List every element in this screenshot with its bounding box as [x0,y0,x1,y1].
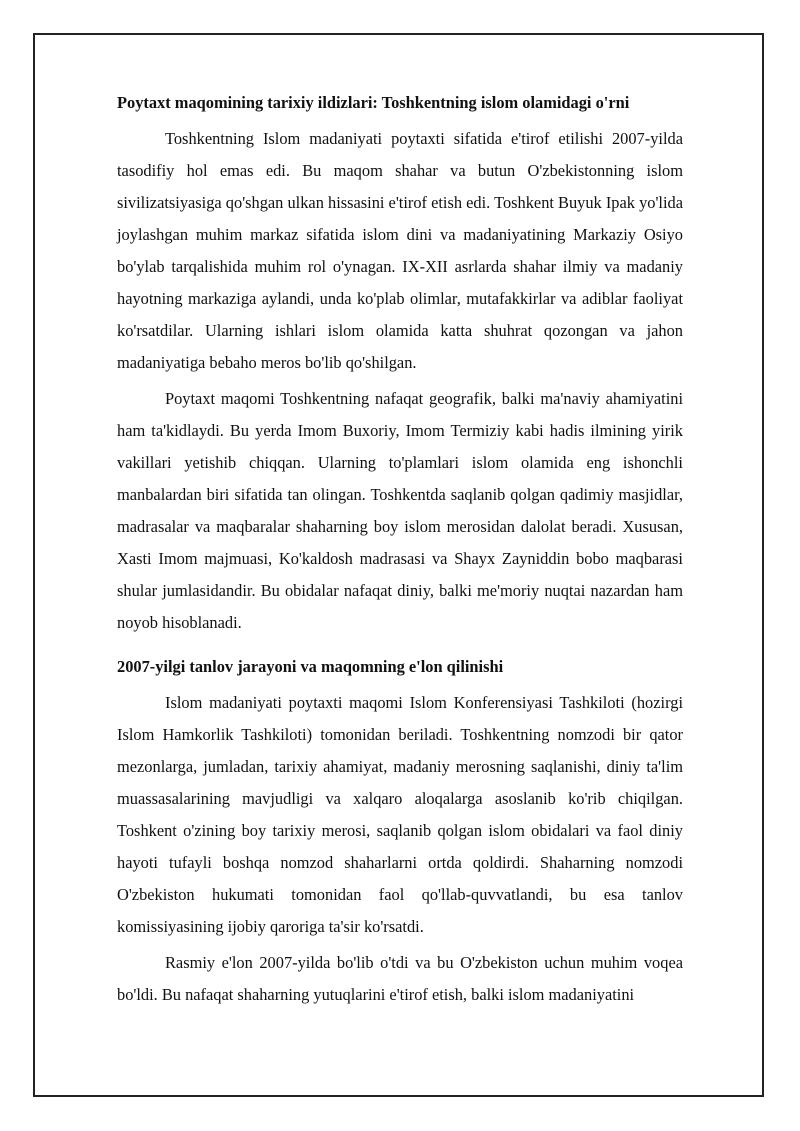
section-heading-1: Poytaxt maqomining tarixiy ildizlari: Toshkentning islom olamidagi o'rni [117,93,630,112]
section-heading-2: 2007-yilgi tanlov jarayoni va maqomning e'lon qilinishi [117,657,504,676]
paragraph-3: Islom madaniyati poytaxti maqomi Islom Konferensiyasi Tashkiloti (hozirgi Islom Hamkorlik Tashkiloti) tomonidan beriladi. Toshkentning nomzodi bir qator mezonlarga, jumladan, tarixiy ahamiyat, madaniy merosning saqlanishi, diniy ta'lim muassasalarining mavjudligi va xalqaro aloqalarga asoslanib ko'rib chiqilgan. Toshkent o'zining boy tarixiy merosi, saqlanib qolgan islom obidalari va faol diniy hayoti tufayli boshqa nomzod shaharlarni ortda qoldirdi. Shaharning nomzodi O'zbekiston hukumati tomonidan faol qo'llab-quvvatlandi, bu esa tanlov komissiyasining ijobiy qaroriga ta'sir ko'rsatdi. [117,693,683,936]
paragraph-4: Rasmiy e'lon 2007-yilda bo'lib o'tdi va bu O'zbekiston uchun muhim voqea bo'ldi. Bu nafaqat shaharning yutuqlarini e'tirof etish, balki islom madaniyatini [117,953,683,1004]
paragraph-1: Toshkentning Islom madaniyati poytaxti sifatida e'tirof etilishi 2007-yilda tasodifiy hol emas edi. Bu maqom shahar va butun O'zbekistonning islom sivilizatsiyasiga qo'shgan ulkan hissasini e'tirof etish edi. Toshkent Buyuk Ipak yo'lida joylashgan muhim markaz sifatida islom dini va madaniyatining Markaziy Osiyo bo'ylab tarqalishida muhim rol o'ynagan. IX-XII asrlarda shahar ilmiy va madaniy hayotning markaziga aylandi, unda ko'plab olimlar, mutafakkirlar va adiblar faoliyat ko'rsatdilar. Ularning ishlari islom olamida katta shuhrat qozongan va jahon madaniyatiga bebaho meros bo'lib qo'shilgan. [117,129,683,372]
paragraph-2: Poytaxt maqomi Toshkentning nafaqat geografik, balki ma'naviy ahamiyatini ham ta'kidlaydi. Bu yerda Imom Buxoriy, Imom Termiziy kabi hadis ilmining yirik vakillari yetishib chiqqan. Ularning to'plamlari islom olamida eng ishonchli manbalardan biri sifatida tan olingan. Toshkentda saqlanib qolgan qadimiy masjidlar, madrasalar va maqbaralar shaharning boy islom merosidan dalolat beradi. Xususan, Xasti Imom majmuasi, Ko'kaldosh madrasasi va Shayx Zayniddin bobo maqbarasi shular jumlasidandir. Bu obidalar nafaqat diniy, balki me'moriy nuqtai nazardan ham noyob hisoblanadi. [117,389,683,632]
document-body [117,91,683,1015]
page-frame [33,33,764,1097]
